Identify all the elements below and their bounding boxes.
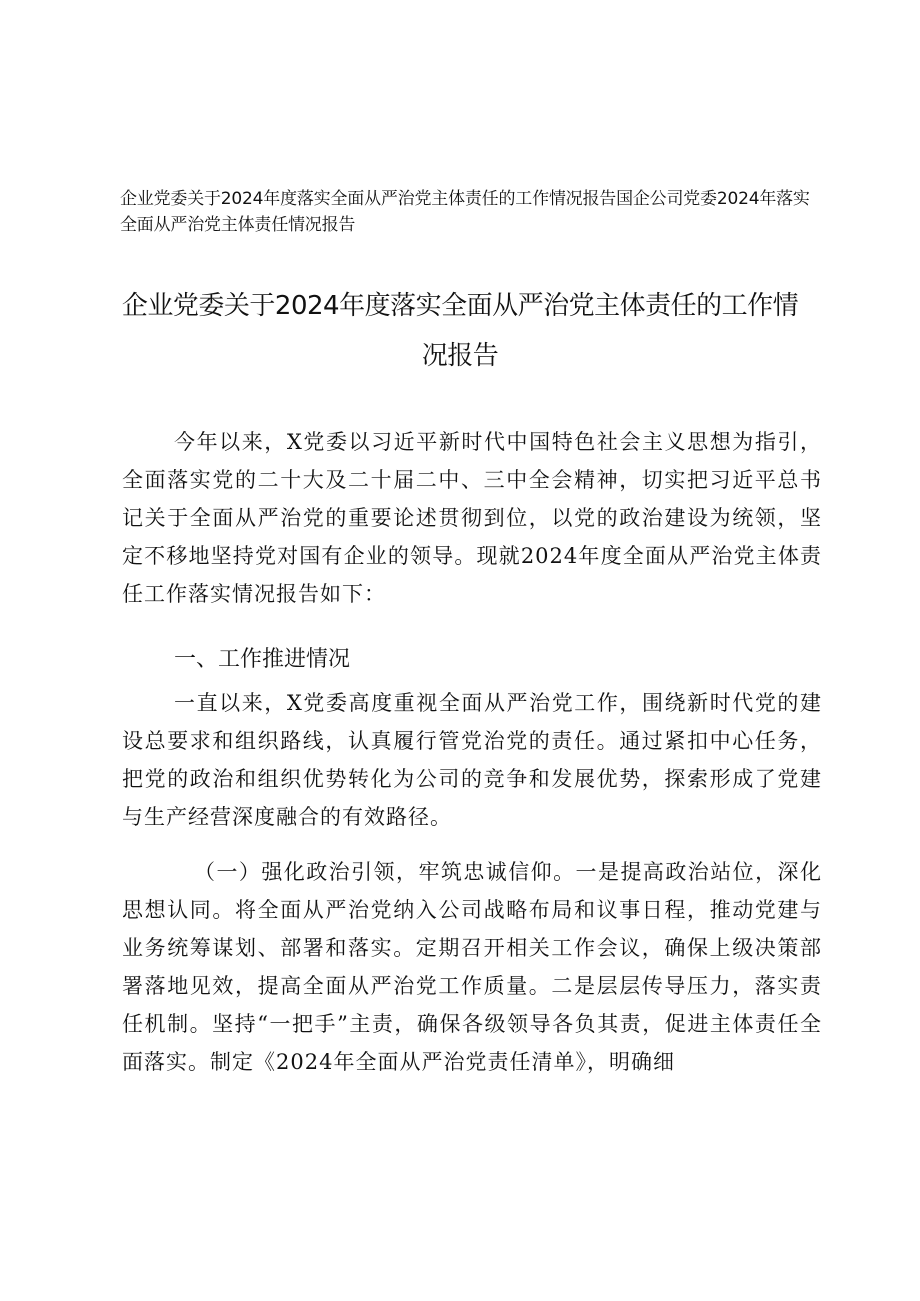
intro-paragraph: 今年以来，X党委以习近平新时代中国特色社会主义思想为指引，全面落实党的二十大及二十届二中、三中全会精神，切实把习近平总书记关于全面从严治党的重要论述贯彻到位，以党的政治建设为统领，坚定不移地坚持党对国有企业的领导。现就2024年度全面从严治党主体责任工作落实情况报告如下： [122,430,822,606]
document-main-title: 企业党委关于2024年度落实全面从严治党主体责任的工作情况报告 [121,291,799,371]
subsection-paragraph: （一）强化政治引领，牢筑忠诚信仰。一是提高政治站位，深化思想认同。将全面从严治党纳入公司战略布局和议事日程，推动党建与业务统筹谋划、部署和落实。定期召开相关工作会议，确保上级决策部署落地见效，提高全面从严治党工作质量。二是层层传导压力，落实责任机制。坚持“一把手”主责，确保各级领导各负其责，促进主体责任全面落实。制定《2024年全面从严治党责任清单》，明确细 [122,860,822,1074]
document-header-title: 企业党委关于2024年度落实全面从严治党主体责任的工作情况报告国企公司党委2024年落实全面从严治党主体责任情况报告 [120,189,810,235]
section-heading-work-progress: 一、工作推进情况 [174,647,351,672]
section-paragraph: 一直以来，X党委高度重视全面从严治党工作，围绕新时代党的建设总要求和组织路线，认真履行管党治党的责任。通过紧扣中心任务，把党的政治和组织优势转化为公司的竞争和发展优势，探索形成了党建与生产经营深度融合的有效路径。 [122,691,822,829]
